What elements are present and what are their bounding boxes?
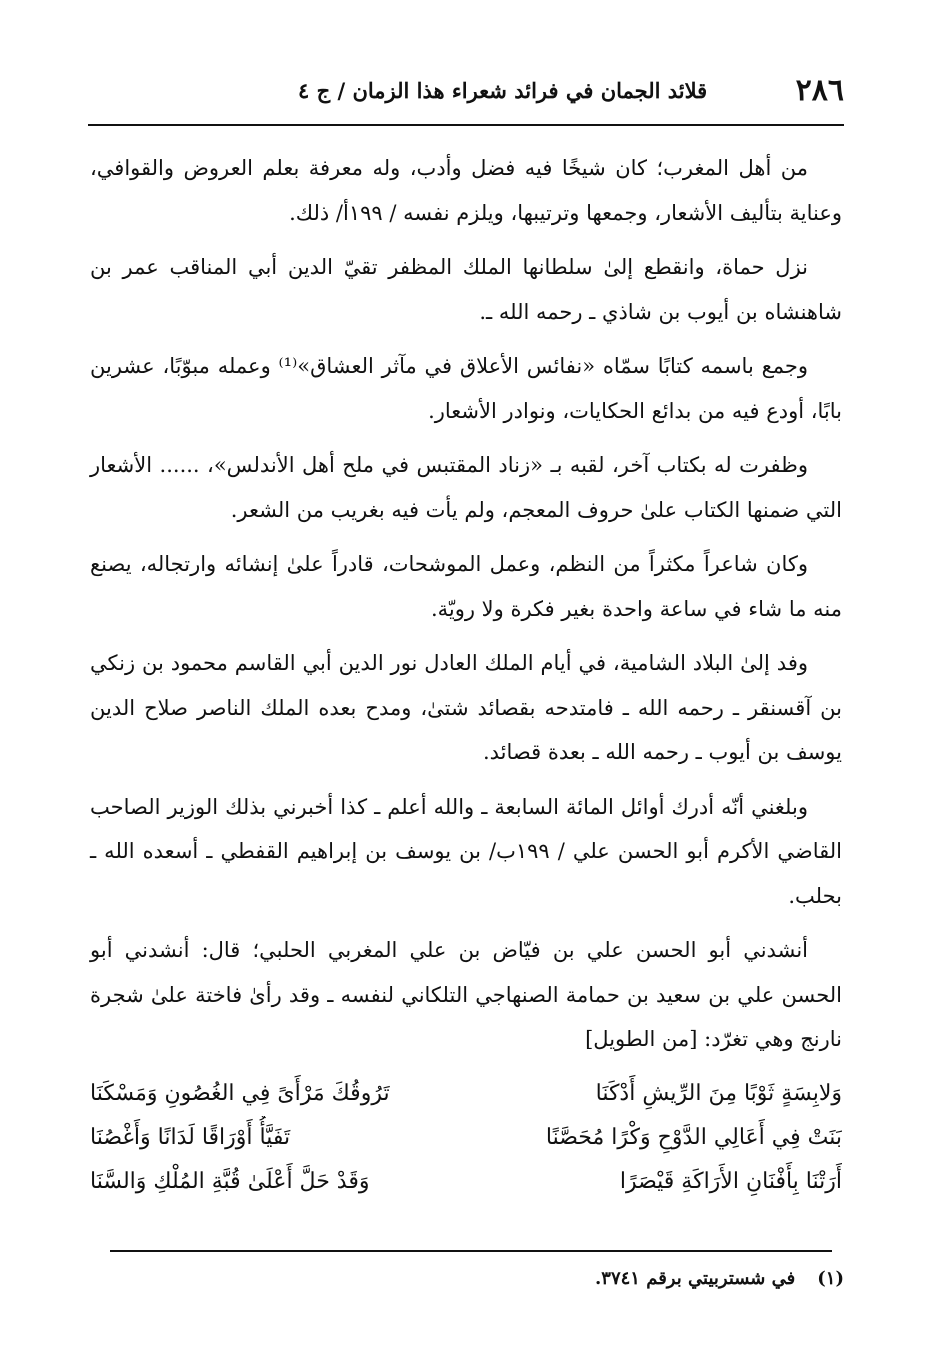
verse-second-hemistich: وَقَدْ حَلَّ أَعْلَىٰ قُبَّةِ المُلْكِ وَالسَّنَا <box>90 1168 370 1194</box>
verse <box>90 1160 842 1204</box>
body-text <box>90 146 842 1204</box>
verse-first-hemistich: بَنَتْ فِي أَعَالِي الدَّوْحِ وَكْرًا مُحَصَّنًا <box>545 1124 842 1150</box>
paragraph: نزل حماة، وانقطع إلىٰ سلطانها الملك المظفر تقيّ الدين أبي المناقب عمر بن شاهنشاه بن أيوب بن شاذي ـ رحمه الله ـ. <box>90 255 842 324</box>
footnote-text: في شستربيتي برقم ٣٧٤١. <box>595 1268 796 1289</box>
verse <box>90 1072 842 1116</box>
footnote-marker: (١) <box>817 1268 844 1289</box>
paragraph: وظفرت له بكتاب آخر، لقبه بـ «زناد المقتبس في ملح أهل الأندلس»، ...... الأشعار التي ضمنها الكتاب علىٰ حروف المعجم، ولم يأت فيه بغريب من الشعر. <box>90 453 842 522</box>
paragraph: وكان شاعراً مكثراً من النظم، وعمل الموشحات، قادراً علىٰ إنشائه وارتجاله، يصنع منه ما شاء في ساعة واحدة بغير فكرة ولا رويّة. <box>90 552 842 621</box>
page-header <box>88 68 844 112</box>
verse <box>90 1116 842 1160</box>
paragraph: وبلغني أنّه أدرك أوائل المائة السابعة ـ والله أعلم ـ كذا أخبرني بذلك الوزير الصاحب القاضي الأكرم أبو الحسن علي / ١٩٩ب/ بن يوسف بن إبراهيم القفطي ـ أسعده الله ـ بحلب. <box>90 794 842 908</box>
header-rule <box>88 124 844 126</box>
paragraph: من أهل المغرب؛ كان شيخًا فيه فضل وأدب، وله معرفة بعلم العروض والقوافي، وعناية بتأليف الأشعار، وجمعها وترتيبها، ويلزم نفسه / ١٩٩أ/ ذلك. <box>90 156 842 225</box>
paragraph: وجمع باسمه كتابًا سمّاه «نفائس الأعلاق في مآثر العشاق»⁽¹⁾ وعمله مبوّبًا، عشرين بابًا، أودع فيه من بدائع الحكايات، ونوادر الأشعار. <box>90 354 842 423</box>
poem-intro <box>90 928 842 1062</box>
verse-second-hemistich: تَفَيَّأُ أَوْرَاقًا لَدَانًا وَأَغْصُنَا <box>90 1124 291 1150</box>
page-number: ٢٨٦ <box>795 72 844 108</box>
running-title: قلائد الجمان في فرائد شعراء هذا الزمان / ج ٤ <box>298 77 708 103</box>
footnote-rule <box>110 1250 832 1252</box>
footnote <box>595 1268 844 1289</box>
verse-first-hemistich: وَلابِسَةٍ ثَوْبًا مِنَ الرِّيشِ أَدْكَنَا <box>595 1080 842 1106</box>
poem-meter: [من الطويل] <box>585 1027 698 1051</box>
verse-second-hemistich: تَرُوقُكَ مَرْأَىً فِي الغُصُونِ وَمَسْكَنَا <box>90 1080 390 1106</box>
poem <box>90 1072 842 1204</box>
verse-first-hemistich: أَرَتْنَا بِأَفْنَانِ الأَرَاكَةِ قَيْصَرًا <box>619 1168 842 1194</box>
paragraph: وفد إلىٰ البلاد الشامية، في أيام الملك العادل نور الدين أبي القاسم محمود بن زنكي بن آقسنقر ـ رحمه الله ـ فامتدحه بقصائد شتىٰ، ومدح بعده الملك الناصر صلاح الدين يوسف بن أيوب ـ رحمه الله ـ بعدة قصائد. <box>90 651 842 764</box>
poem-intro-text: أنشدني أبو الحسن علي بن فيّاض بن علي المغربي الحلبي؛ قال: أنشدني أبو الحسن علي بن سعيد بن حمامة الصنهاجي التلكاني لنفسه ـ وقد رأىٰ فاختة علىٰ شجرة نارنج وهي تغرّد: <box>90 938 842 1051</box>
